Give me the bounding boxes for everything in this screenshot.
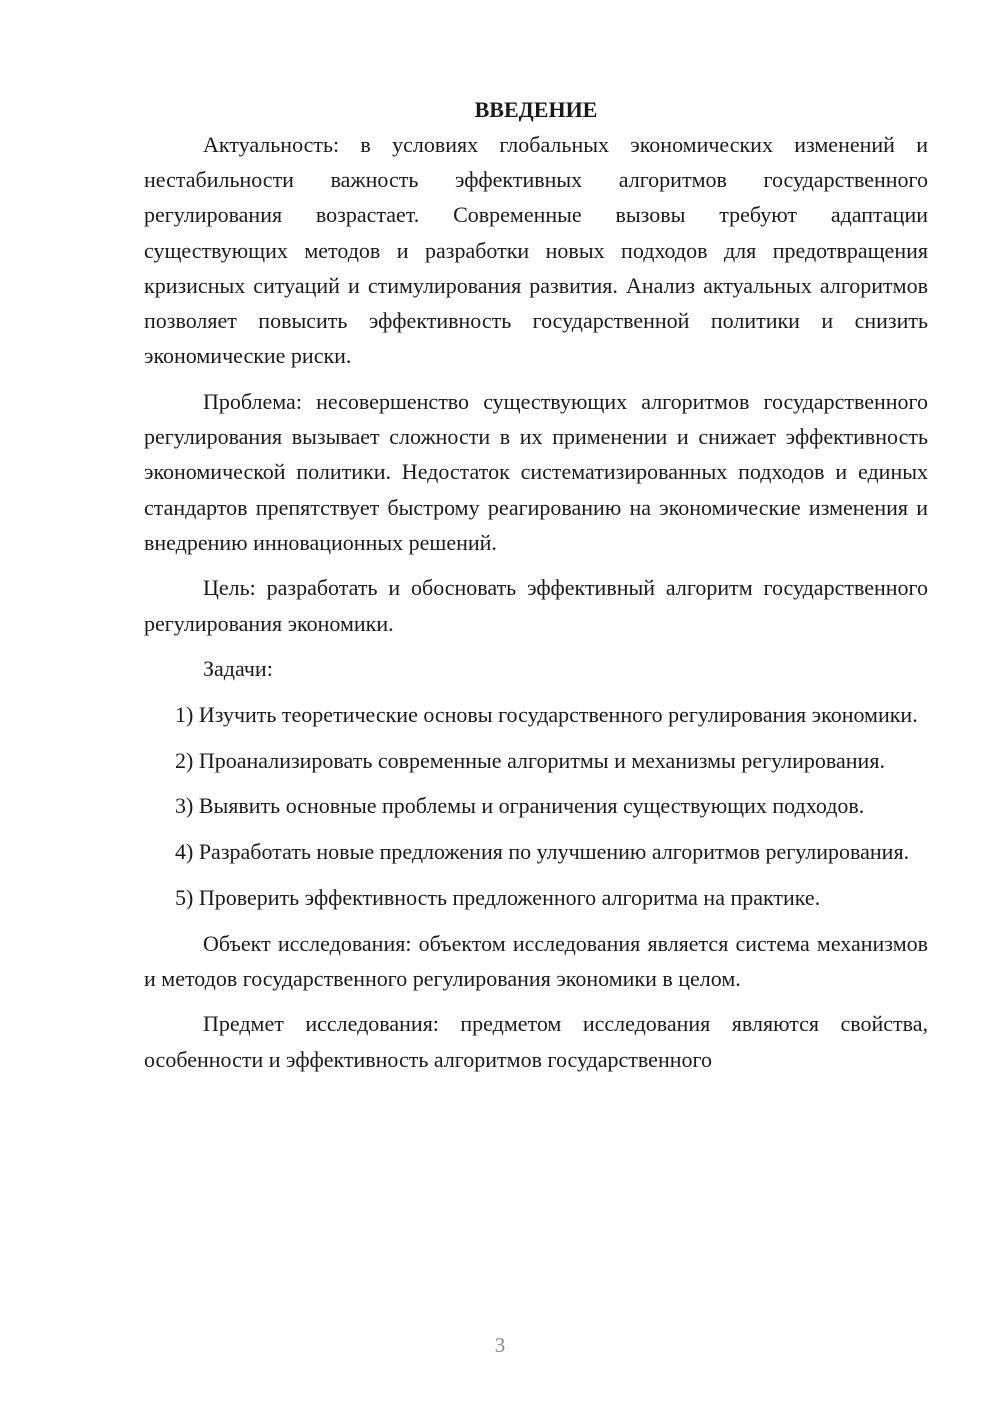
list-item: 2) Проанализировать современные алгоритмы и механизмы регулирования. [175, 747, 885, 773]
list-item: 4) Разработать новые предложения по улучшению алгоритмов регулирования. [175, 839, 910, 865]
paragraph-problem: Проблема: несовершенство существующих алгоритмов государственного регулирования вызывает сложности в их применении и снижает эффективность экономической политики. Недостаток систематизированных подходов и единых стандартов препятствует быстрому реагированию на экономические изменения и внедрению инновационных решений. [144, 388, 928, 555]
paragraph-subject: Предмет исследования: предметом исследования являются свойства, особенности и эффективность алгоритмов государственного [144, 1011, 928, 1072]
document-page [144, 92, 928, 1087]
page-number: 3 [494, 1333, 506, 1357]
paragraph-object: Объект исследования: объектом исследования является система механизмов и методов государственного регулирования экономики в целом. [144, 930, 928, 991]
paragraph-tasks-heading: Задачи: [203, 656, 273, 682]
paragraph-goal: Цель: разработать и обосновать эффективный алгоритм государственного регулирования экономики. [144, 575, 928, 636]
paragraph-relevance: Актуальность: в условиях глобальных экономических изменений и нестабильности важность эффективных алгоритмов государственного регулирования возрастает. Современные вызовы требуют адаптации существующих методов и разработки новых подходов для предотвращения кризисных ситуаций и стимулирования развития. Анализ актуальных алгоритмов позволяет повысить эффективность государственной политики и снизить экономические риски. [144, 132, 928, 369]
list-item: 3) Выявить основные проблемы и ограничения существующих подходов. [175, 793, 865, 819]
list-item: 5) Проверить эффективность предложенного алгоритма на практике. [175, 884, 821, 910]
list-item: 1) Изучить теоретические основы государственного регулирования экономики. [175, 702, 918, 728]
page-title: ВВЕДЕНИЕ [474, 97, 598, 122]
